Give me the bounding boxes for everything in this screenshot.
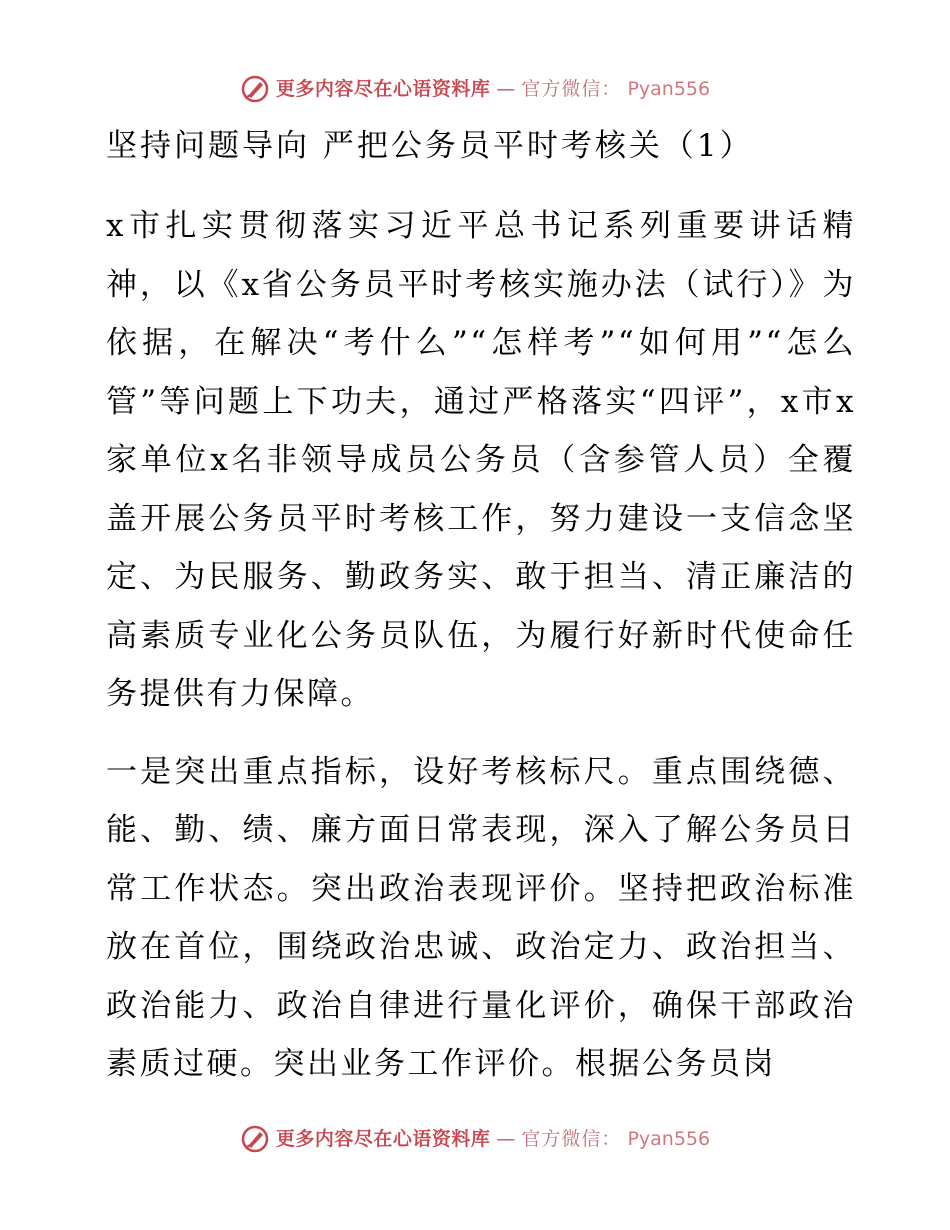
watermark-header [0,74,950,104]
watermark-wechat-id: Pyan556 [627,78,711,100]
watermark-footer [0,1124,950,1154]
paragraph-intro: x市扎实贯彻落实习近平总书记系列重要讲话精神，以《x省公务员平时考核实施办法（试行）》为依据，在解决“考什么”“怎样考”“如何用”“怎么管”等问题上下功夫，通过严格落实“四评”，x市x家单位x名非领导成员公务员（含参管人员）全覆盖开展公务员平时考核工作，努力建设一支信念坚定、为民服务、勤政务实、敢于担当、清正廉洁的高素质专业化公务员队伍，为履行好新时代使命任务提供有力保障。 [106,208,856,712]
watermark-brand: 更多内容尽在心语资料库 [275,78,491,100]
quill-pen-icon [240,74,270,104]
paragraph-point-one: 一是突出重点指标，设好考核标尺。重点围绕德、能、勤、绩、廉方面日常表现，深入了解公务员日常工作状态。突出政治表现评价。坚持把政治标准放在首位，围绕政治忠诚、政治定力、政治担当、政治能力、政治自律进行量化评价，确保干部政治素质过硬。突出业务工作评价。根据公务员岗 [106,753,856,1082]
watermark-wechat-id: Pyan556 [627,1128,711,1150]
quill-pen-icon [240,1124,270,1154]
document-body [96,197,856,1094]
watermark-brand: 更多内容尽在心语资料库 [275,1128,491,1150]
watermark-official-label: 官方微信： [521,1128,622,1150]
watermark-official-label: 官方微信： [521,78,622,100]
watermark-separator: — [496,1128,516,1150]
document-title: 坚持问题导向 严把公务员平时考核关（1） [106,128,754,164]
watermark-separator: — [496,78,516,100]
